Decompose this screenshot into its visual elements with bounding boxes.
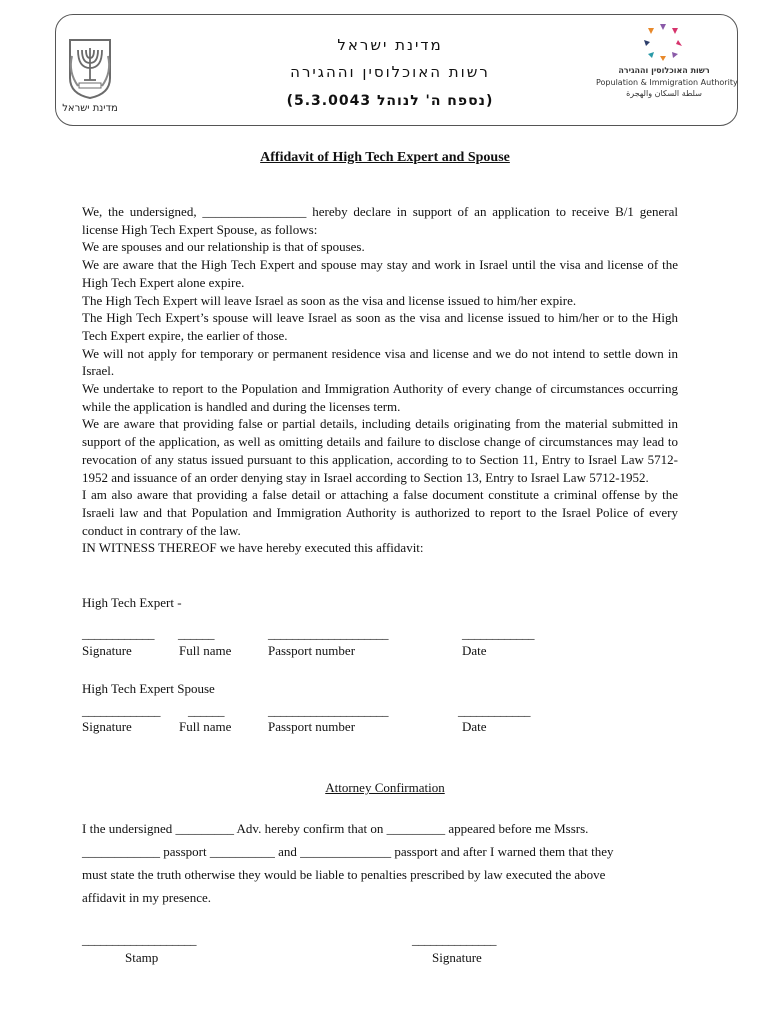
spouse-heading: High Tech Expert Spouse bbox=[82, 681, 215, 696]
paragraph: I am also aware that providing a false detail or attaching a false document constitute a criminal offense by the Israeli law and that Population and Immigration Authority is authorized to report to the Israel Police of every conduct in contrary of the law. bbox=[82, 487, 678, 538]
spouse-signature-line[interactable]: _____________ bbox=[82, 703, 160, 718]
attorney-line: ____________ passport __________ and ______________ passport and after I warned them that they bbox=[82, 844, 614, 859]
expert-date-line[interactable]: ____________ bbox=[462, 626, 534, 641]
emblem-caption: מדינת ישראל bbox=[62, 103, 118, 114]
expert-fullname-label: Full name bbox=[179, 643, 232, 658]
spouse-fullname-line[interactable]: ______ bbox=[188, 703, 224, 718]
header-state-name: מדינת ישראל bbox=[337, 36, 443, 54]
expert-date-label: Date bbox=[462, 643, 487, 658]
state-emblem-menorah-icon bbox=[62, 36, 118, 100]
attorney-line: must state the truth otherwise they would be liable to penalties prescribed by law executed the above bbox=[82, 867, 606, 882]
header-authority-name: רשות האוכלוסין וההגירה bbox=[290, 63, 490, 81]
spouse-date-label: Date bbox=[462, 719, 487, 734]
stamp-line[interactable]: ___________________ bbox=[82, 932, 196, 947]
expert-signature-label: Signature bbox=[82, 643, 132, 658]
paragraph: IN WITNESS THEREOF we have hereby executed this affidavit: bbox=[82, 540, 424, 556]
spouse-date-line[interactable]: ____________ bbox=[458, 703, 530, 718]
attorney-signature-label: Signature bbox=[432, 950, 482, 965]
expert-fullname-line[interactable]: ______ bbox=[178, 626, 214, 641]
attorney-line: affidavit in my presence. bbox=[82, 890, 211, 905]
spouse-fullname-label: Full name bbox=[179, 719, 232, 734]
authority-name-arabic: سلطة السكان والهجرة bbox=[626, 89, 702, 98]
expert-heading: High Tech Expert - bbox=[82, 595, 182, 610]
spouse-signature-label: Signature bbox=[82, 719, 132, 734]
authority-name-hebrew: רשות האוכלוסין וההגירה bbox=[618, 66, 710, 75]
paragraph: The High Tech Expert’s spouse will leave Israel as soon as the visa and license issued to him/her or to the High Tech Expert expire, the earlier of those. bbox=[82, 310, 678, 343]
paragraph: We undertake to report to the Population and Immigration Authority of every change of circumstances occurring while the application is handled and during the licenses term. bbox=[82, 381, 678, 414]
paragraph: The High Tech Expert will leave Israel as soon as the visa and license issued to him/her expire. bbox=[82, 292, 577, 308]
document-title: Affidavit of High Tech Expert and Spouse bbox=[260, 150, 510, 165]
attorney-confirmation-body bbox=[82, 817, 678, 909]
paragraph: We, the undersigned, ________________ hereby declare in support of an application to receive B/1 general license High Tech Expert Spouse, as follows: bbox=[82, 204, 678, 237]
authority-logo-icon bbox=[638, 22, 686, 62]
attorney-line: I the undersigned _________ Adv. hereby confirm that on _________ appeared before me Mssrs. bbox=[82, 821, 589, 836]
expert-signature-line[interactable]: ____________ bbox=[82, 626, 154, 641]
header-appendix-ref: (נספח ה' לנוהל 5.3.0043) bbox=[286, 93, 494, 109]
paragraph: We are aware that providing false or partial details, including details originating from the material submitted in support of the application, as well as omitting details and failure to disclose change of circumstances may lead to revocation of any status issued pursuant to this application, according to to Section 11, Entry to Israel Law 5712-1952 and issuance of an order denying stay in Israel according to Section 13, Entry to Israel Law 5712-1952. bbox=[82, 416, 678, 485]
paragraph: We are spouses and our relationship is that of spouses. bbox=[82, 239, 365, 255]
authority-name-english: Population & Immigration Authority bbox=[596, 78, 738, 87]
paragraph: We will not apply for temporary or permanent residence visa and license and we do not intend to settle down in Israel. bbox=[82, 345, 678, 379]
attorney-signature-line[interactable]: ______________ bbox=[412, 932, 496, 947]
spouse-passport-line[interactable]: ____________________ bbox=[268, 703, 388, 718]
stamp-label: Stamp bbox=[125, 950, 159, 965]
expert-passport-line[interactable]: ____________________ bbox=[268, 626, 388, 641]
attorney-confirmation-title: Attorney Confirmation bbox=[325, 780, 445, 795]
paragraph: We are aware that the High Tech Expert and spouse may stay and work in Israel until the visa and license of the High Tech Expert alone expire. bbox=[82, 257, 678, 290]
expert-passport-label: Passport number bbox=[268, 643, 356, 658]
spouse-passport-label: Passport number bbox=[268, 719, 356, 734]
affidavit-body bbox=[82, 203, 678, 557]
